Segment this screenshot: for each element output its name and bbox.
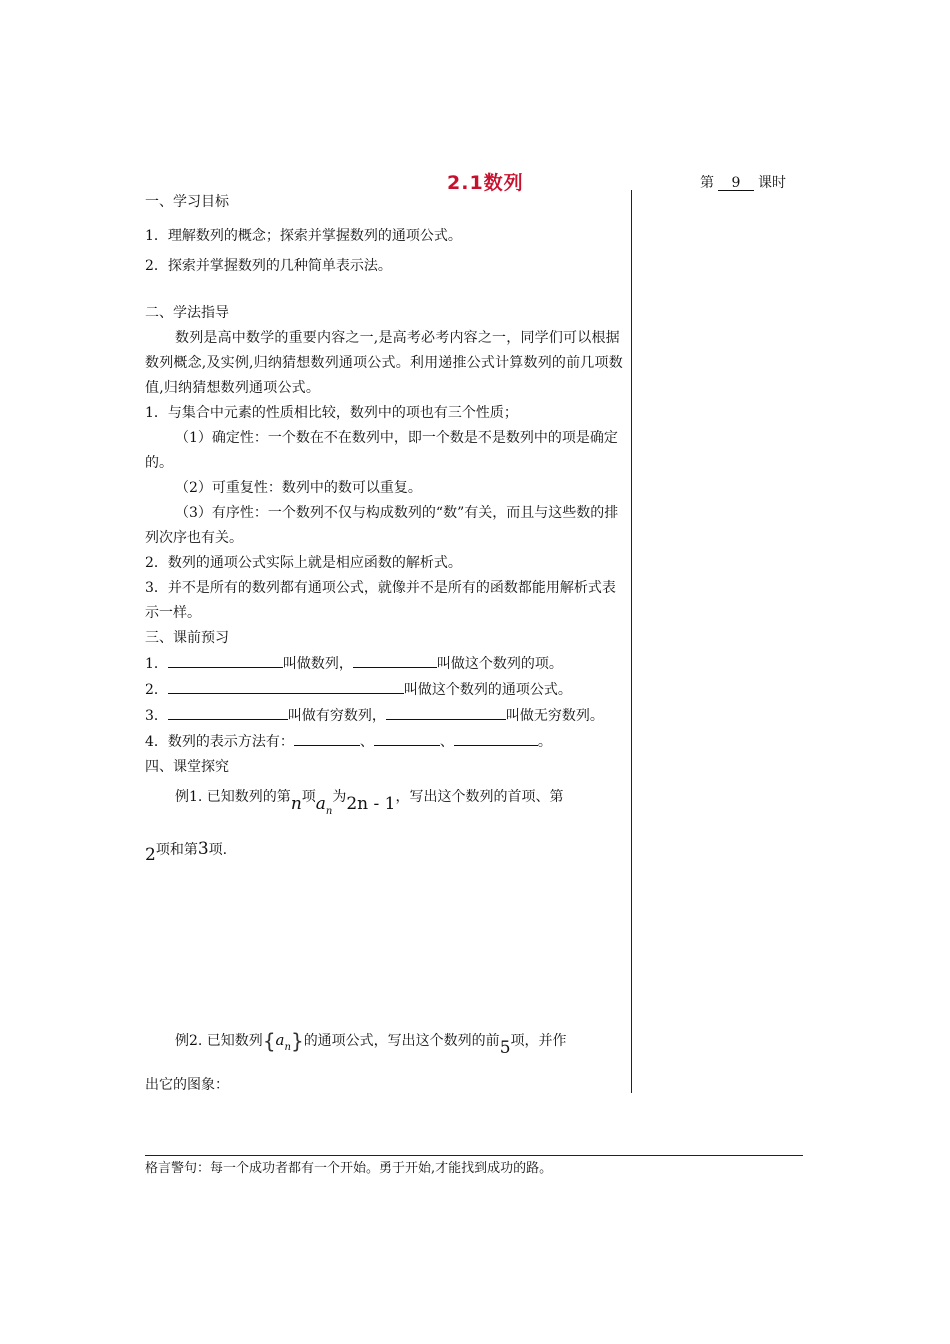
q1-blank-1[interactable] xyxy=(168,651,283,668)
preview-question-4 xyxy=(145,729,625,755)
ex1-num-3: 3 xyxy=(197,839,209,859)
lesson-number: 9 xyxy=(718,176,754,191)
q1-number: 1． xyxy=(145,656,168,672)
ex2-num-5: 5 xyxy=(499,1038,511,1058)
q1-text-a: 叫做数列， xyxy=(282,656,353,672)
ex1-text-e: 项和第 xyxy=(155,842,198,858)
method-intro: 数列是高中数学的重要内容之一,是高考必考内容之一，同学们可以根据数列概念,及实例,归纳猜想数列通项公式。利用递推公式计算数列的前几项数值,归纳猜想数列通项公式。 xyxy=(145,330,623,396)
q3-text-a: 叫做有穷数列， xyxy=(287,708,386,724)
ex1-formula: 2n - 1 xyxy=(346,794,396,814)
q3-number: 3． xyxy=(145,708,168,724)
lesson-suffix: 课时 xyxy=(758,175,786,191)
example-1 xyxy=(145,780,625,829)
ex2-text-c: 项，并作 xyxy=(510,1033,567,1049)
q2-text-a: 叫做这个数列的通项公式。 xyxy=(403,682,572,698)
example-1-continued xyxy=(145,829,625,875)
column-divider xyxy=(631,190,632,1093)
worksheet-body xyxy=(145,190,625,1105)
ex1-var-a-base: a xyxy=(315,794,326,814)
ex1-var-n: n xyxy=(290,794,302,814)
q3-blank-2[interactable] xyxy=(386,703,506,720)
method-point-1: 1．与集合中元素的性质相比较，数列中的项也有三个性质； xyxy=(145,405,518,421)
q4-sep-1: 、 xyxy=(359,734,374,750)
q4-blank-3[interactable] xyxy=(454,729,538,746)
q1-text-b: 叫做这个数列的项。 xyxy=(436,656,563,672)
ex2-var-a-base: a xyxy=(275,1031,285,1049)
section-heading-preview: 三、课前预习 xyxy=(145,630,229,646)
example-2-continued: 出它的图象： xyxy=(145,1077,229,1093)
ex2-text-b: 的通项公式，写出这个数列的前 xyxy=(303,1033,500,1049)
method-point-1a: （1）确定性：一个数在不在数列中，即一个数是不是数列中的项是确定的。 xyxy=(145,430,618,471)
q3-text-b: 叫做无穷数列。 xyxy=(505,708,604,724)
lesson-label xyxy=(700,172,786,192)
preview-question-1 xyxy=(145,651,625,677)
method-point-3: 3．并不是所有的数列都有通项公式，就像并不是所有的函数都能用解析式表示一样。 xyxy=(145,580,616,621)
method-point-1c: （3）有序性：一个数列不仅与构成数列的“数”有关，而且与这些数的排列次序也有关。 xyxy=(145,505,619,546)
q4-end: 。 xyxy=(537,734,552,750)
ex1-num-2: 2 xyxy=(145,845,156,865)
ex2-text-a: 例2. 已知数列 xyxy=(175,1033,263,1049)
lesson-prefix: 第 xyxy=(700,175,714,191)
ex1-text-d: ，写出这个数列的首项、第 xyxy=(395,789,564,805)
q2-blank-1[interactable] xyxy=(168,677,404,694)
ex2-var-a-sub: n xyxy=(284,1042,291,1053)
ex1-text-c: 为 xyxy=(332,789,347,805)
right-brace-icon: } xyxy=(290,1029,304,1053)
ex1-text-f: 项. xyxy=(208,842,228,858)
ex1-var-a xyxy=(315,794,333,817)
example-1-answer-space[interactable] xyxy=(145,875,625,1023)
q4-text: 4．数列的表示方法有： xyxy=(145,734,294,750)
q4-blank-2[interactable] xyxy=(374,729,440,746)
q4-sep-2: 、 xyxy=(439,734,454,750)
method-point-1b: （2）可重复性：数列中的数可以重复。 xyxy=(175,480,422,496)
goal-item-1: 1．理解数列的概念；探索并掌握数列的通项公式。 xyxy=(145,228,462,244)
section-heading-method: 二、学法指导 xyxy=(145,305,229,321)
preview-question-3 xyxy=(145,703,625,729)
page-title: 2.1数列 xyxy=(447,172,524,194)
method-point-2: 2．数列的通项公式实际上就是相应函数的解析式。 xyxy=(145,555,462,571)
ex1-text-b: 项 xyxy=(301,789,316,805)
section-heading-goals: 一、学习目标 xyxy=(145,194,229,210)
ex1-text-a: 例1. 已知数列的第 xyxy=(175,789,291,805)
footer-motto: 格言警句：每一个成功者都有一个开始。勇于开始,才能找到成功的路。 xyxy=(145,1161,553,1176)
ex2-var-a xyxy=(275,1031,291,1053)
goal-item-2: 2．探索并掌握数列的几种简单表示法。 xyxy=(145,258,392,274)
footer-divider xyxy=(145,1155,803,1156)
preview-question-2 xyxy=(145,677,625,703)
q4-blank-1[interactable] xyxy=(294,729,360,746)
q3-blank-1[interactable] xyxy=(168,703,288,720)
example-2 xyxy=(145,1023,625,1065)
ex1-var-a-sub: n xyxy=(325,806,333,817)
q1-blank-2[interactable] xyxy=(353,651,437,668)
q2-number: 2． xyxy=(145,682,168,698)
section-heading-explore: 四、课堂探究 xyxy=(145,759,229,775)
left-brace-icon: { xyxy=(262,1029,276,1053)
